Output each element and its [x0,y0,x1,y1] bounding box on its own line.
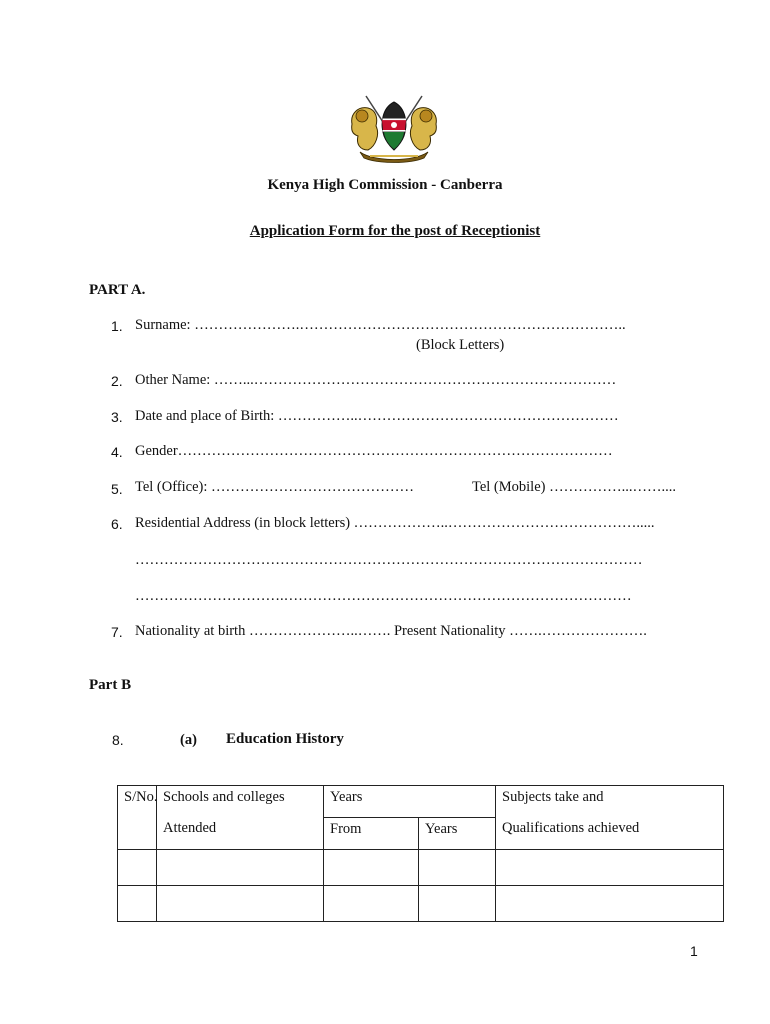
block-letters-note: (Block Letters) [416,337,505,353]
sub-label: (a) [180,732,197,748]
coat-of-arms [346,90,442,164]
table-cell[interactable] [157,850,324,886]
tel-office-field: Tel (Office): …………………………………… [135,479,415,495]
table-header-row [118,786,724,818]
address-line-3: ………………………….……………………………………………………………… [135,588,632,604]
section-title: Education History [226,731,344,747]
item-number: 6. [111,516,123,532]
header-from: From [324,818,419,850]
commission-title: Kenya High Commission - Canberra [267,177,503,193]
gender-field: Gender……………………………………………………………………………… [135,443,613,459]
part-a-heading: PART A. [89,282,146,298]
header-years: Years [324,786,496,818]
header-subjects: Subjects take and Qualifications achieved [496,786,724,850]
table-cell[interactable] [496,886,724,922]
table-cell[interactable] [118,886,157,922]
table-cell[interactable] [324,850,419,886]
table-cell[interactable] [118,850,157,886]
item-number: 4. [111,444,123,460]
table-row [118,886,724,922]
item-number: 1. [111,318,123,334]
item-number: 3. [111,409,123,425]
header-years-sub: Years [419,818,496,850]
surname-field: Surname: ………………….………………………………………………………….. [135,317,626,333]
table-cell[interactable] [419,850,496,886]
education-table [117,785,724,922]
page-number: 1 [690,943,698,959]
table-cell[interactable] [419,886,496,922]
header-sno: S/No. [118,786,157,850]
form-title: Application Form for the post of Receptionist [249,223,541,239]
address-field: Residential Address (in block letters) ………………..…………………………………..... [135,515,655,531]
other-name-field: Other Name: ……...………………………………………………………………… [135,372,617,388]
address-line-2: …………………………………………………………………………………………… [135,552,643,568]
item-number: 7. [111,624,123,640]
tel-mobile-field: Tel (Mobile) ……………...…….... [472,479,676,495]
item-number: 2. [111,373,123,389]
part-b-heading: Part B [89,677,132,693]
table-row [118,850,724,886]
item-number: 8. [112,732,124,748]
table-cell[interactable] [496,850,724,886]
nationality-field: Nationality at birth …………………..……. Present Nationality …….…………………. [135,623,647,639]
table-cell[interactable] [324,886,419,922]
table-cell[interactable] [157,886,324,922]
item-number: 5. [111,481,123,497]
header-school: Schools and colleges Attended [157,786,324,850]
birth-field: Date and place of Birth: ……………..……………………………………………… [135,408,619,424]
